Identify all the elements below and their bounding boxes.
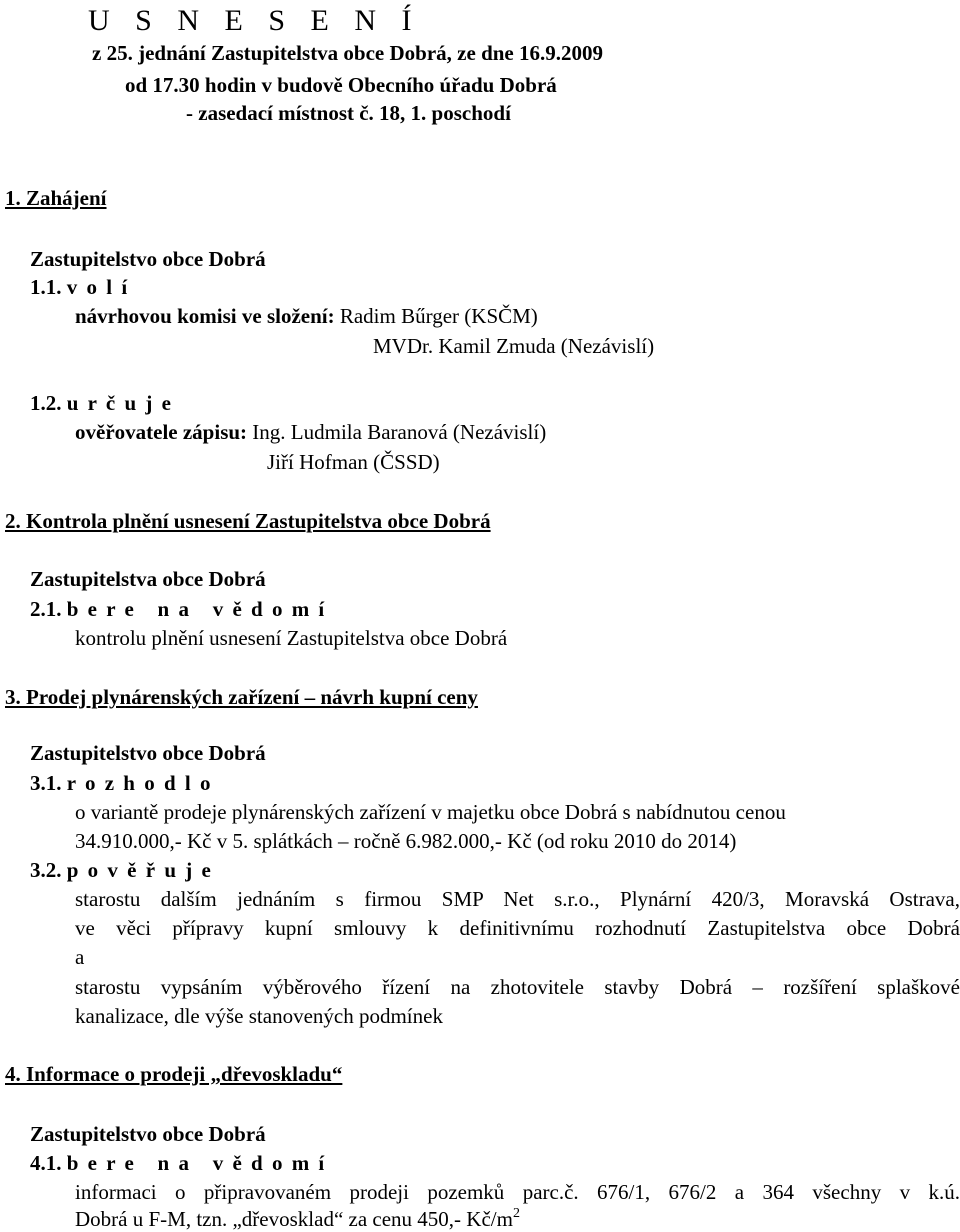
verifiers-label: ověřovatele zápisu:: [75, 420, 248, 444]
resolution-3-1-text-line-1: o variantě prodeje plynárenských zařízení v majetku obce Dobrá s nabídnutou cenou: [75, 800, 786, 824]
header-line-time-place: od 17.30 hodin v budově Obecního úřadu Dobrá: [125, 73, 557, 97]
resolution-3-1: [30, 770, 212, 796]
square-superscript: 2: [512, 1206, 520, 1221]
resolution-3-2-text-line-1: starostu dalším jednáním s firmou SMP Net s.r.o., Plynární 420/3, Moravská Ostrava,: [75, 887, 960, 911]
resolution-number: 1.1.: [30, 275, 62, 299]
header-line-room: - zasedací místnost č. 18, 1. poschodí: [186, 101, 511, 125]
resolution-verb: b e r e n a v ě d o m í: [66, 1151, 327, 1175]
resolution-4-1-text-line-1: informaci o připravovaném prodeji pozemků parc.č. 676/1, 676/2 a 364 všechny v k.ú.: [75, 1180, 960, 1204]
resolution-number: 3.1.: [30, 771, 62, 795]
resolution-3-1-text-line-2: 34.910.000,- Kč v 5. splátkách – ročně 6.982.000,- Kč (od roku 2010 do 2014): [75, 829, 737, 853]
section-2-body: Zastupitelstva obce Dobrá: [30, 567, 266, 591]
section-1-body: Zastupitelstvo obce Dobrá: [30, 247, 266, 271]
commission-label: návrhovou komisi ve složení:: [75, 304, 335, 328]
resolution-number: 2.1.: [30, 597, 62, 621]
resolution-verb: v o l í: [66, 275, 130, 299]
resolution-verb: b e r e n a v ě d o m í: [66, 597, 327, 621]
header-line-session: z 25. jednání Zastupitelstva obce Dobrá, ze dne 16.9.2009: [92, 41, 603, 65]
commission-member-2: MVDr. Kamil Zmuda (Nezávislí): [373, 334, 655, 358]
section-4-heading: 4. Informace o prodeji „dřevoskladu“: [5, 1062, 343, 1086]
section-1-heading: 1. Zahájení: [5, 186, 107, 210]
resolution-1-1: [30, 274, 129, 300]
resolution-number: 3.2.: [30, 858, 62, 882]
resolution-2-1: [30, 596, 326, 622]
section-3-heading: 3. Prodej plynárenských zařízení – návrh kupní ceny: [5, 685, 478, 709]
resolution-1-2: [30, 390, 173, 416]
verifier-1: Ing. Ludmila Baranová (Nezávislí): [252, 420, 547, 444]
resolution-1-2-text: [75, 419, 546, 445]
commission-member-1: Radim Bűrger (KSČM): [339, 304, 538, 328]
resolution-3-2-text-line-2: ve věci přípravy kupní smlouvy k definitivnímu rozhodnutí Zastupitelstva obce Dobrá: [75, 916, 960, 940]
resolution-2-1-text: kontrolu plnění usnesení Zastupitelstva obce Dobrá: [75, 626, 508, 650]
section-2-heading: 2. Kontrola plnění usnesení Zastupitelstva obce Dobrá: [5, 509, 491, 533]
resolution-number: 4.1.: [30, 1151, 62, 1175]
resolution-3-2-text-line-4: starostu vypsáním výběrového řízení na zhotovitele stavby Dobrá – rozšíření splaškové: [75, 975, 960, 999]
resolution-3-2-text-line-5: kanalizace, dle výše stanovených podmínek: [75, 1004, 443, 1028]
verifier-2: Jiří Hofman (ČSSD): [267, 450, 440, 474]
resolution-3-2-text-line-3: a: [75, 945, 85, 969]
resolution-verb: p o v ě ř u j e: [66, 858, 213, 882]
resolution-4-1-text-line-2: [75, 1206, 520, 1232]
resolution-verb: u r č u j e: [66, 391, 173, 415]
document-title: U S N E S E N Í: [88, 4, 421, 37]
resolution-verb: r o z h o d l o: [66, 771, 213, 795]
resolution-1-1-text: [75, 303, 538, 329]
section-3-body: Zastupitelstvo obce Dobrá: [30, 741, 266, 765]
resolution-4-1: [30, 1150, 326, 1176]
resolution-number: 1.2.: [30, 391, 62, 415]
price-text: Dobrá u F-M, tzn. „dřevosklad“ za cenu 450,- Kč/m: [75, 1207, 513, 1231]
resolution-3-2: [30, 857, 213, 883]
section-4-body: Zastupitelstvo obce Dobrá: [30, 1122, 266, 1146]
